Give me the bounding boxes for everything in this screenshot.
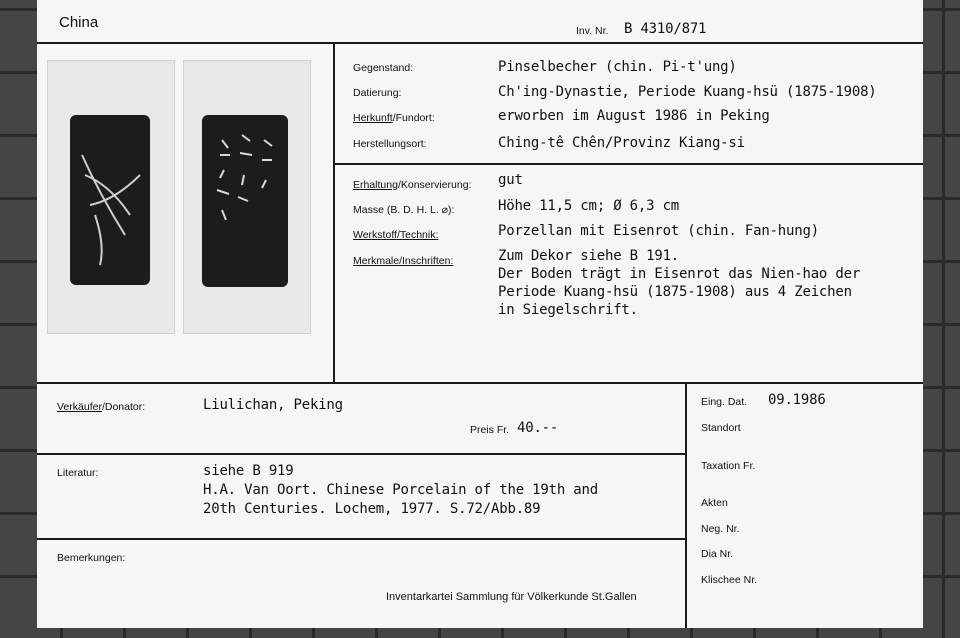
orchid-decoration-icon bbox=[70, 115, 150, 285]
eing-dat-value: 09.1986 bbox=[768, 392, 826, 408]
literature-divider bbox=[37, 538, 685, 540]
bemerkungen-label: Bemerkungen: bbox=[57, 552, 126, 564]
standort-label: Standort bbox=[701, 422, 741, 434]
inv-nr-label: Inv. Nr. bbox=[576, 25, 609, 37]
merkmale-line-2: Der Boden trägt in Eisenrot das Nien-hao der bbox=[498, 266, 861, 282]
gegenstand-value: Pinselbecher (chin. Pi-t'ung) bbox=[498, 59, 737, 75]
herstellung-value: Ching-tê Chên/Provinz Kiang-si bbox=[498, 135, 745, 151]
merkmale-line-3: Periode Kuang-hsü (1875-1908) aus 4 Zeichen bbox=[498, 284, 852, 300]
object-divider bbox=[333, 163, 923, 165]
eing-dat-label: Eing. Dat. bbox=[701, 396, 748, 408]
literatur-line-2: H.A. Van Oort. Chinese Porcelain of the 19th and bbox=[203, 482, 598, 498]
merkmale-line-4: in Siegelschrift. bbox=[498, 302, 638, 318]
herkunft-label: Herkunft/Fundort: bbox=[353, 112, 435, 124]
masse-value: Höhe 11,5 cm; Ø 6,3 cm bbox=[498, 198, 680, 214]
datierung-label: Datierung: bbox=[353, 87, 402, 99]
preis-value: 40.-- bbox=[517, 420, 559, 436]
herkunft-value: erworben im August 1986 in Peking bbox=[498, 108, 770, 124]
werkstoff-value: Porzellan mit Eisenrot (chin. Fan-hung) bbox=[498, 223, 819, 239]
neg-nr-label: Neg. Nr. bbox=[701, 523, 740, 535]
country-label: China bbox=[59, 14, 99, 31]
photo-left bbox=[47, 60, 175, 334]
gegenstand-label: Gegenstand: bbox=[353, 62, 414, 74]
taxation-label: Taxation Fr. bbox=[701, 460, 756, 472]
brush-pot-inscription-image bbox=[202, 115, 288, 287]
preis-label: Preis Fr. bbox=[470, 424, 510, 436]
calligraphy-icon bbox=[202, 115, 288, 287]
literatur-label: Literatur: bbox=[57, 467, 99, 479]
brush-pot-image bbox=[70, 115, 150, 285]
seller-divider bbox=[37, 453, 685, 455]
literatur-line-1: siehe B 919 bbox=[203, 463, 294, 479]
masse-label: Masse (B. D. H. L. ⌀): bbox=[353, 204, 455, 216]
verkaeufer-label: Verkäufer/Donator: bbox=[57, 401, 146, 413]
literatur-line-3: 20th Centuries. Lochem, 1977. S.72/Abb.89 bbox=[203, 501, 541, 517]
datierung-value: Ch'ing-Dynastie, Periode Kuang-hsü (1875-1908) bbox=[498, 84, 877, 100]
side-divider bbox=[685, 382, 687, 628]
akten-label: Akten bbox=[701, 497, 728, 509]
merkmale-label: Merkmale/Inschriften: bbox=[353, 255, 454, 267]
inv-nr-value: B 4310/871 bbox=[624, 21, 707, 37]
erhaltung-label: Erhaltung/Konservierung: bbox=[353, 179, 472, 191]
dia-nr-label: Dia Nr. bbox=[701, 548, 734, 560]
inventory-card bbox=[37, 0, 923, 628]
erhaltung-value: gut bbox=[498, 172, 523, 188]
herstellung-label: Herstellungsort: bbox=[353, 138, 427, 150]
merkmale-line-1: Zum Dekor siehe B 191. bbox=[498, 248, 680, 264]
card-footer: Inventarkartei Sammlung für Völkerkunde St.Gallen bbox=[386, 591, 637, 603]
verkaeufer-value: Liulichan, Peking bbox=[203, 397, 343, 413]
photo-right bbox=[183, 60, 311, 334]
middle-divider bbox=[37, 382, 923, 384]
photo-divider bbox=[333, 42, 335, 384]
klischee-nr-label: Klischee Nr. bbox=[701, 574, 758, 586]
werkstoff-label: Werkstoff/Technik: bbox=[353, 229, 439, 241]
header-divider bbox=[37, 42, 923, 44]
